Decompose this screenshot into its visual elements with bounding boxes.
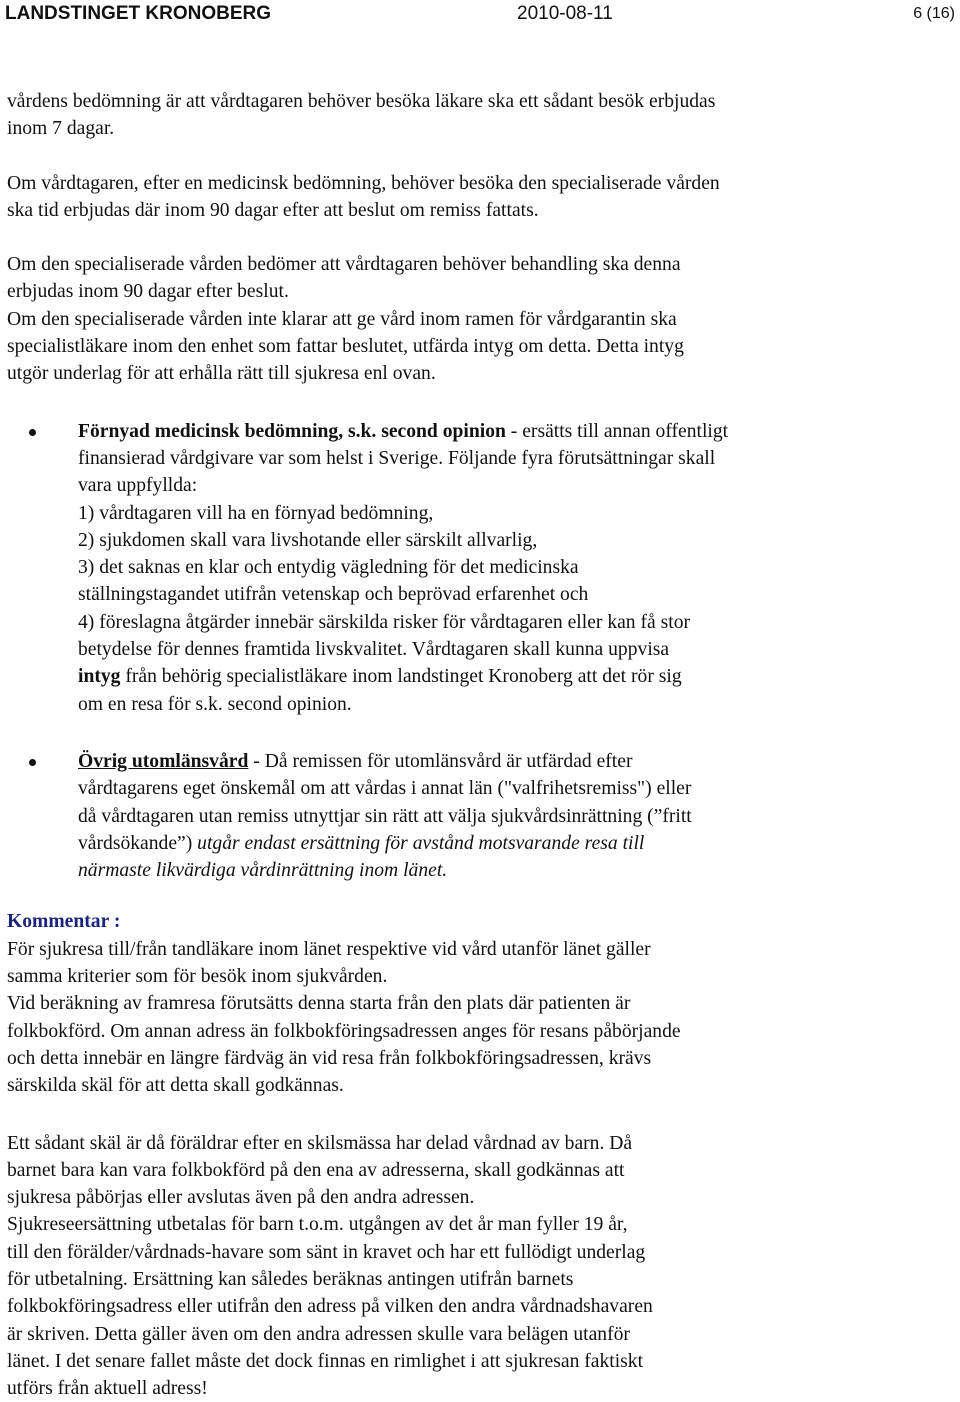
document-body: [7, 88, 947, 1402]
italic-text: utgår endast ersättning för avstånd motsvarande resa till: [197, 833, 644, 854]
text-line: Vid beräkning av framresa förutsätts denna starta från den plats där patienten är: [7, 993, 630, 1014]
bullet-text: - ersätts till annan offentligt: [506, 421, 728, 442]
document-date: 2010-08-11: [517, 0, 613, 28]
page-number: 6 (16): [913, 0, 955, 28]
text-line: inom 7 dagar.: [7, 118, 114, 139]
intyg-word: intyg: [78, 666, 120, 687]
italic-text: närmaste likvärdiga vårdinrättning inom länet.: [78, 860, 447, 881]
text-line: Om den specialiserade vården inte klarar att ge vård inom ramen för vårdgarantin ska: [7, 309, 677, 330]
text-line: 1) vårdtagaren vill ha en förnyad bedömning,: [78, 500, 947, 527]
text-line: ställningstagandet utifrån vetenskap och beprövad erfarenhet och: [78, 581, 947, 608]
comment-section: [7, 908, 947, 1099]
organization-name: LANDSTINGET KRONOBERG: [5, 0, 271, 28]
text-line: barnet bara kan vara folkbokförd på den ena av adresserna, skall godkännas att: [7, 1160, 625, 1181]
text-line: är skriven. Detta gäller även om den andra adressen skulle vara belägen utanför: [7, 1324, 630, 1345]
text-line: [78, 857, 947, 884]
text-line: samma kriterier som för besök inom sjukvården.: [7, 966, 387, 987]
text-line: folkbokföringsadress eller utifrån den adress på vilken den andra vårdnadshavaren: [7, 1296, 653, 1317]
text-line: till den förälder/vårdnads-havare som sänt in kravet och har ett fullödigt underlag: [7, 1242, 645, 1263]
text-line: särskilda skäl för att detta skall godkännas.: [7, 1075, 344, 1096]
text-line: då vårdtagaren utan remiss utnyttjar sin rätt att välja sjukvårdsinrättning (”fritt: [78, 803, 947, 830]
text-line: 2) sjukdomen skall vara livshotande eller särskilt allvarlig,: [78, 527, 947, 554]
bullet-dot-icon: [29, 759, 36, 766]
text-line: Sjukreseersättning utbetalas för barn t.o.m. utgången av det år man fyller 19 år,: [7, 1214, 628, 1235]
comment-title: Kommentar :: [7, 911, 120, 932]
paragraph-1: [7, 88, 947, 143]
text-line: länet. I det senare fallet måste det dock finnas en rimlighet i att sjukresan faktiskt: [7, 1351, 643, 1372]
text-line: om en resa för s.k. second opinion.: [78, 691, 947, 718]
text-line: finansierad vårdgivare var som helst i Sverige. Följande fyra förutsättningar skall: [78, 445, 947, 472]
text-line: [78, 663, 947, 690]
text-line: utförs från aktuell adress!: [7, 1378, 208, 1399]
text-line: folkbokförd. Om annan adress än folkbokföringsadressen anges för resans påbörjande: [7, 1021, 681, 1042]
bullet-dot-icon: [29, 429, 36, 436]
text-line: För sjukresa till/från tandläkare inom länet respektive vid vård utanför länet gäller: [7, 939, 651, 960]
page-header: [5, 0, 955, 30]
text-line: Om vårdtagaren, efter en medicinsk bedömning, behöver besöka den specialiserade vården: [7, 173, 720, 194]
text-line: [78, 830, 947, 857]
text-line: för utbetalning. Ersättning kan således beräknas antingen utifrån barnets: [7, 1269, 573, 1290]
bullet-heading: Förnyad medicinsk bedömning, s.k. second opinion: [78, 421, 506, 442]
text-line: vara uppfyllda:: [78, 472, 947, 499]
text-line: Ett sådant skäl är då föräldrar efter en skilsmässa har delad vårdnad av barn. Då: [7, 1133, 632, 1154]
text-line: Om den specialiserade vården bedömer att vårdtagaren behöver behandling ska denna: [7, 254, 681, 275]
bullet-text: - Då remissen för utomlänsvård är utfärdad efter: [248, 751, 632, 772]
text-line: 3) det saknas en klar och entydig vägledning för det medicinska: [78, 554, 947, 581]
bullet-first-line: [78, 418, 947, 445]
bullet-heading: Övrig utomlänsvård: [78, 751, 248, 772]
text-line: sjukresa påbörjas eller avslutas även på den andra adressen.: [7, 1187, 474, 1208]
text-line: vårdens bedömning är att vårdtagaren behöver besöka läkare ska ett sådant besök erbjudas: [7, 91, 715, 112]
text-line: och detta innebär en längre färdväg än vid resa från folkbokföringsadressen, krävs: [7, 1048, 651, 1069]
text-line: ska tid erbjudas där inom 90 dagar efter att beslut om remiss fattats.: [7, 200, 539, 221]
text-line: specialistläkare inom den enhet som fattar beslutet, utfärda intyg om detta. Detta intyg: [7, 336, 684, 357]
text-line: 4) föreslagna åtgärder innebär särskilda risker för vårdtagaren eller kan få stor: [78, 609, 947, 636]
bullet-second-opinion: [7, 418, 947, 718]
text-line: utgör underlag för att erhålla rätt till sjukresa enl ovan.: [7, 363, 436, 384]
comment-paragraph-2: [7, 1130, 947, 1402]
paragraph-2: [7, 170, 947, 225]
text-line: vårdtagarens eget önskemål om att vårdas i annat län ("valfrihetsremiss") eller: [78, 775, 947, 802]
bullet-text: vårdsökande”): [78, 833, 197, 854]
bullet-utomlansvard: [7, 748, 947, 884]
text-line: betydelse för dennes framtida livskvalitet. Vårdtagaren skall kunna uppvisa: [78, 636, 947, 663]
paragraph-3: [7, 251, 947, 306]
text-line: erbjudas inom 90 dagar efter beslut.: [7, 281, 289, 302]
bullet-first-line: [78, 748, 947, 775]
paragraph-4: [7, 306, 947, 388]
bullet-text: från behörig specialistläkare inom landstinget Kronoberg att det rör sig: [120, 666, 681, 687]
